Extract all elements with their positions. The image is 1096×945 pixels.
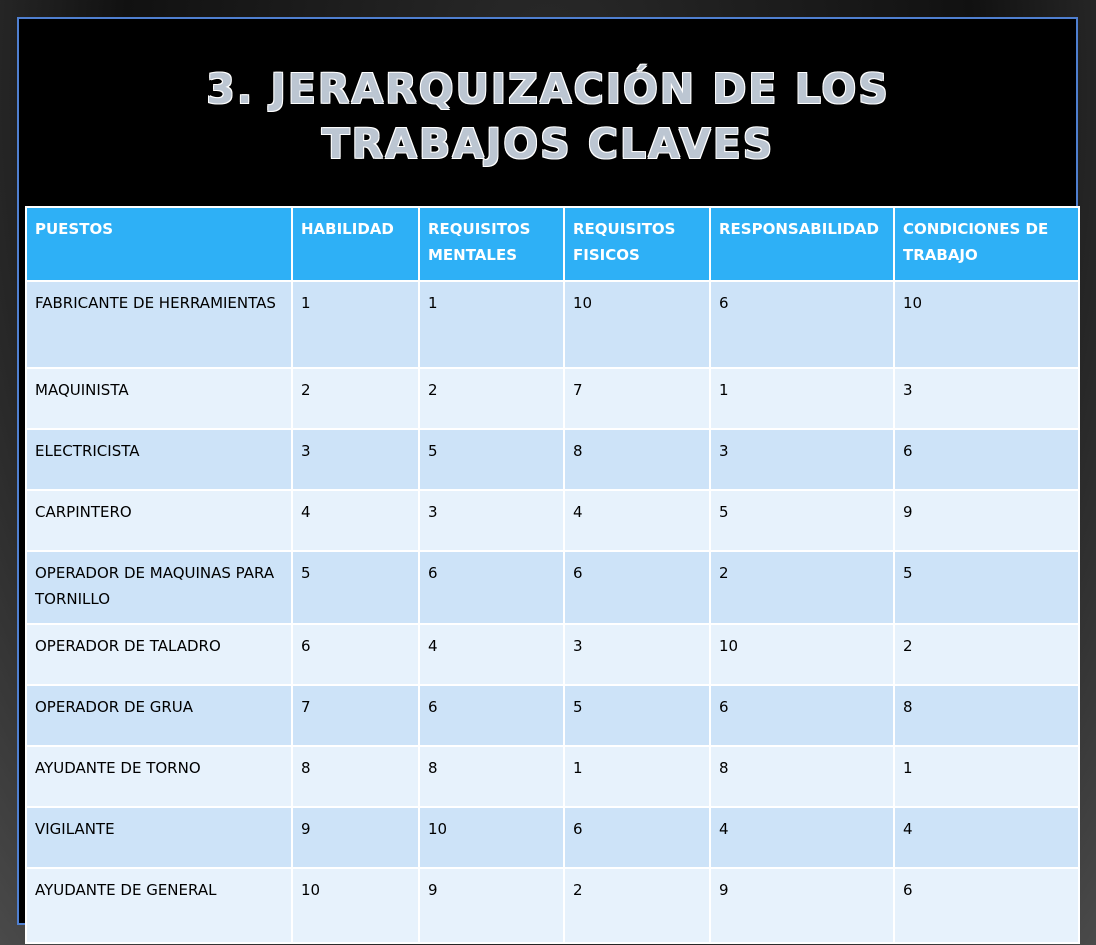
cell-condiciones-de-trabajo: 8	[894, 685, 1079, 746]
table-row	[26, 490, 1079, 551]
cell-habilidad: 6	[292, 624, 419, 685]
cell-requisitos-mentales: 1	[419, 281, 564, 368]
table-row	[26, 624, 1079, 685]
cell-requisitos-mentales: 3	[419, 490, 564, 551]
cell-requisitos-fisicos: 10	[564, 281, 710, 368]
cell-condiciones-de-trabajo: 9	[894, 490, 1079, 551]
cell-habilidad: 9	[292, 807, 419, 868]
cell-requisitos-fisicos: 2	[564, 868, 710, 943]
cell-habilidad: 5	[292, 551, 419, 624]
table-row	[26, 551, 1079, 624]
cell-requisitos-mentales: 5	[419, 429, 564, 490]
cell-condiciones-de-trabajo: 5	[894, 551, 1079, 624]
cell-puesto: OPERADOR DE MAQUINAS PARA TORNILLO	[26, 551, 292, 624]
cell-responsabilidad: 10	[710, 624, 894, 685]
table-row	[26, 746, 1079, 807]
column-header-condiciones-de-trabajo: CONDICIONES DE TRABAJO	[894, 207, 1079, 281]
column-header-requisitos-mentales: REQUISITOS MENTALES	[419, 207, 564, 281]
table-row	[26, 868, 1079, 943]
cell-habilidad: 3	[292, 429, 419, 490]
cell-puesto: OPERADOR DE GRUA	[26, 685, 292, 746]
cell-puesto: FABRICANTE DE HERRAMIENTAS	[26, 281, 292, 368]
job-ranking-table	[25, 206, 1080, 944]
cell-habilidad: 8	[292, 746, 419, 807]
cell-responsabilidad: 6	[710, 281, 894, 368]
cell-requisitos-mentales: 6	[419, 685, 564, 746]
slide-title	[30, 62, 1066, 172]
cell-habilidad: 10	[292, 868, 419, 943]
cell-requisitos-fisicos: 5	[564, 685, 710, 746]
cell-puesto: AYUDANTE DE GENERAL	[26, 868, 292, 943]
cell-requisitos-fisicos: 3	[564, 624, 710, 685]
cell-requisitos-fisicos: 8	[564, 429, 710, 490]
cell-responsabilidad: 5	[710, 490, 894, 551]
column-header-responsabilidad: RESPONSABILIDAD	[710, 207, 894, 281]
cell-responsabilidad: 9	[710, 868, 894, 943]
cell-requisitos-mentales: 10	[419, 807, 564, 868]
cell-habilidad: 1	[292, 281, 419, 368]
table-row	[26, 429, 1079, 490]
cell-requisitos-mentales: 4	[419, 624, 564, 685]
cell-requisitos-fisicos: 6	[564, 551, 710, 624]
cell-condiciones-de-trabajo: 3	[894, 368, 1079, 429]
cell-puesto: CARPINTERO	[26, 490, 292, 551]
cell-habilidad: 4	[292, 490, 419, 551]
cell-condiciones-de-trabajo: 10	[894, 281, 1079, 368]
cell-responsabilidad: 6	[710, 685, 894, 746]
cell-requisitos-fisicos: 6	[564, 807, 710, 868]
title-line-1: 3. JERARQUIZACIÓN DE LOS	[206, 65, 890, 113]
cell-condiciones-de-trabajo: 6	[894, 429, 1079, 490]
cell-responsabilidad: 2	[710, 551, 894, 624]
cell-responsabilidad: 3	[710, 429, 894, 490]
cell-requisitos-mentales: 9	[419, 868, 564, 943]
table-row	[26, 685, 1079, 746]
title-line-2: TRABAJOS CLAVES	[321, 120, 775, 168]
cell-responsabilidad: 8	[710, 746, 894, 807]
cell-requisitos-mentales: 6	[419, 551, 564, 624]
cell-puesto: VIGILANTE	[26, 807, 292, 868]
cell-condiciones-de-trabajo: 6	[894, 868, 1079, 943]
table-row	[26, 368, 1079, 429]
cell-condiciones-de-trabajo: 1	[894, 746, 1079, 807]
table-header-row	[26, 207, 1079, 281]
cell-requisitos-fisicos: 1	[564, 746, 710, 807]
cell-puesto: AYUDANTE DE TORNO	[26, 746, 292, 807]
cell-puesto: ELECTRICISTA	[26, 429, 292, 490]
cell-condiciones-de-trabajo: 4	[894, 807, 1079, 868]
cell-requisitos-fisicos: 4	[564, 490, 710, 551]
cell-habilidad: 2	[292, 368, 419, 429]
cell-condiciones-de-trabajo: 2	[894, 624, 1079, 685]
cell-responsabilidad: 4	[710, 807, 894, 868]
column-header-requisitos-fisicos: REQUISITOS FISICOS	[564, 207, 710, 281]
cell-responsabilidad: 1	[710, 368, 894, 429]
table-row	[26, 807, 1079, 868]
column-header-habilidad: HABILIDAD	[292, 207, 419, 281]
column-header-puestos: PUESTOS	[26, 207, 292, 281]
cell-requisitos-mentales: 8	[419, 746, 564, 807]
cell-habilidad: 7	[292, 685, 419, 746]
table-row	[26, 281, 1079, 368]
cell-requisitos-mentales: 2	[419, 368, 564, 429]
cell-puesto: MAQUINISTA	[26, 368, 292, 429]
cell-puesto: OPERADOR DE TALADRO	[26, 624, 292, 685]
cell-requisitos-fisicos: 7	[564, 368, 710, 429]
